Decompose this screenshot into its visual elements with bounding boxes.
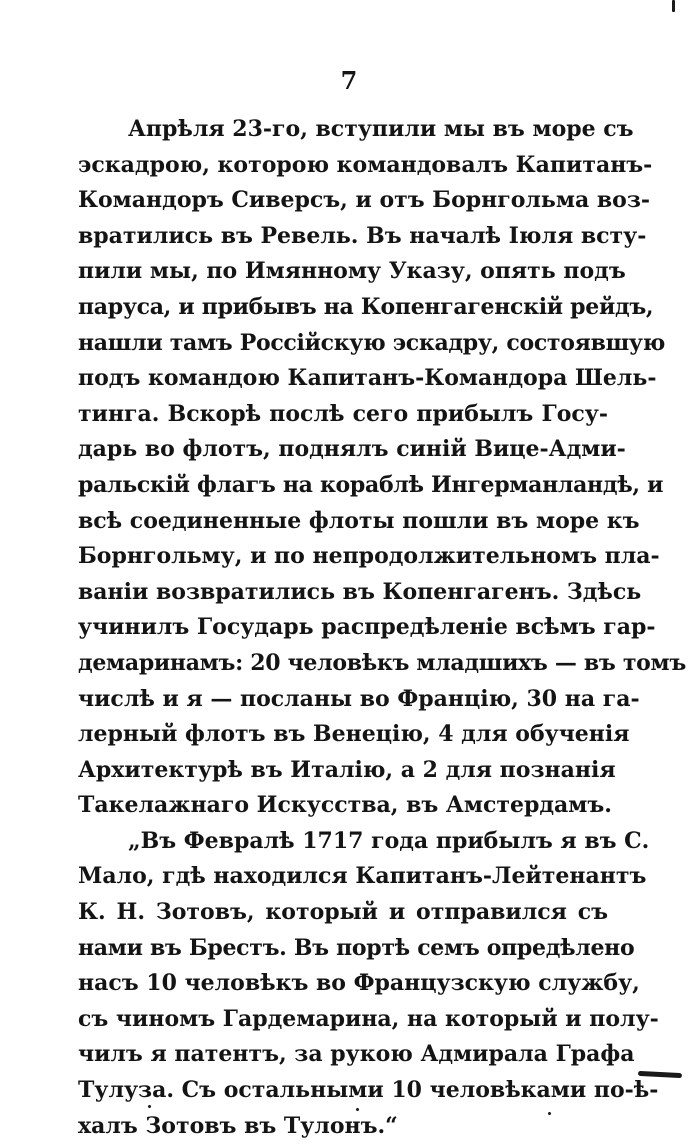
text-line: нами въ Брестъ. Въ портѣ семъ опредѣлено bbox=[78, 934, 635, 961]
text-line: дарь во флотъ, поднялъ синій Вице-Адми- bbox=[78, 436, 626, 463]
text-line: числѣ и я — посланы во Францію, 30 на га- bbox=[78, 685, 640, 712]
text-line: вратились въ Ревель. Въ началѣ Іюля всту- bbox=[78, 222, 647, 249]
ink-speck bbox=[548, 1112, 551, 1115]
text-line: пили мы, по Имянному Указу, опять подъ bbox=[78, 258, 626, 285]
text-line: ральскій флагъ на кораблѣ Ингерманландѣ, и bbox=[78, 471, 664, 498]
ink-speck bbox=[356, 1108, 359, 1111]
page-number: 7 bbox=[340, 66, 358, 95]
text-line: нашли тамъ Россійскую эскадру, состоявшую bbox=[78, 329, 665, 356]
body-text bbox=[78, 112, 686, 1144]
text-line: Командоръ Сиверсъ, и отъ Борнгольма воз- bbox=[78, 187, 651, 214]
text-line: халъ Зотовъ въ Тулонъ.“ bbox=[78, 1112, 398, 1139]
text-line: паруса, и прибывъ на Копенгагенскій рейдъ, bbox=[78, 293, 654, 320]
text-line: Борнгольму, и по непродолжительномъ пла- bbox=[78, 543, 660, 570]
ink-speck bbox=[148, 1105, 151, 1108]
paragraph-2 bbox=[78, 824, 659, 1144]
text-line: ваніи возвратились въ Копенгагенъ. Здѣсь bbox=[78, 578, 642, 605]
text-line: насъ 10 человѣкъ во Французскую службу, bbox=[78, 970, 640, 997]
text-line: лерный флотъ въ Венецію, 4 для обученія bbox=[78, 721, 630, 748]
text-line: демаринамъ: 20 человѣкъ младшихъ — въ томъ bbox=[78, 649, 686, 676]
text-line: Тулуза. Съ остальными 10 человѣками по-ѣ- bbox=[78, 1077, 659, 1104]
text-line: подъ командою Капитанъ-Командора Шель- bbox=[78, 365, 657, 392]
text-line: Такелажнаго Искусства, въ Амстердамъ. bbox=[78, 792, 612, 819]
text-line: съ чиномъ Гардемарина, на который и полу- bbox=[78, 1005, 659, 1032]
paragraph-1 bbox=[78, 112, 686, 824]
text-line: эскадрою, которою командовалъ Капитанъ- bbox=[78, 151, 653, 178]
text-line: всѣ соединенные флоты пошли въ море къ bbox=[78, 507, 640, 534]
text-line: чилъ я патентъ, за рукою Адмирала Графа bbox=[78, 1041, 635, 1068]
text-line: Архитектурѣ въ Италію, а 2 для познанія bbox=[78, 756, 616, 783]
text-line: К. Н. Зотовъ, который и отправился съ bbox=[78, 899, 608, 926]
text-line: „Въ Февралѣ 1717 года прибылъ я въ С. bbox=[128, 827, 650, 854]
text-line: Апрѣля 23-го, вступили мы въ море съ bbox=[128, 116, 634, 142]
text-line: тинга. Вскорѣ послѣ сего прибылъ Госу- bbox=[78, 400, 608, 427]
text-line: Мало, гдѣ находился Капитанъ-Лейтенантъ bbox=[78, 863, 647, 890]
ink-mark-corner bbox=[672, 0, 675, 12]
text-line: учинилъ Государь распредѣленіе всѣмъ гар- bbox=[78, 614, 656, 641]
